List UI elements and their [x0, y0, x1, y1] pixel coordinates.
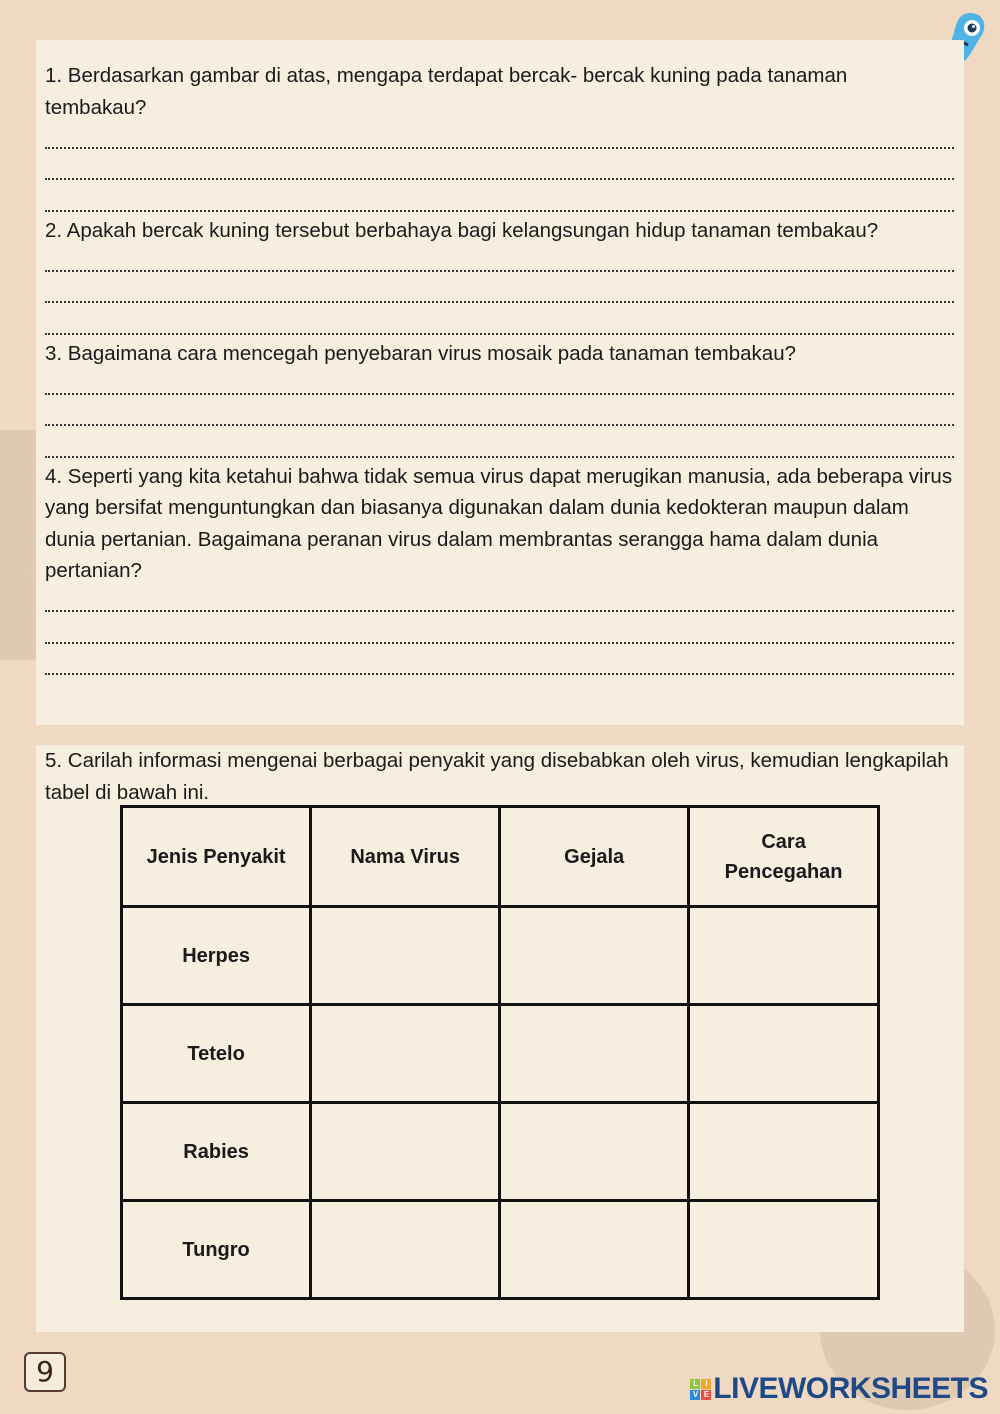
answer-line[interactable] [45, 612, 954, 644]
answer-line[interactable] [45, 240, 954, 272]
question-1: 1. Berdasarkan gambar di atas, mengapa terdapat bercak- bercak kuning pada tanaman tembakau? [45, 64, 848, 119]
question-5: 5. Carilah informasi mengenai berbagai penyakit yang disebabkan oleh virus, kemudian lengkapilah tabel di bawah ini. [45, 749, 949, 804]
header-cara-pencegahan: Cara Pencegahan [689, 807, 879, 907]
live-logo-icon [690, 1379, 711, 1400]
table-row [122, 1005, 879, 1103]
header-gejala: Gejala [500, 807, 689, 907]
answer-line[interactable] [45, 395, 954, 427]
answer-cell[interactable] [689, 1005, 879, 1103]
logo-letter: V [690, 1390, 700, 1400]
table-row [122, 1201, 879, 1299]
disease-name: Herpes [122, 907, 311, 1005]
brand-name: LIVEWORKSHEETS [713, 1372, 988, 1405]
header-nama-virus: Nama Virus [311, 807, 500, 907]
header-jenis-penyakit: Jenis Penyakit [122, 807, 311, 907]
answer-cell[interactable] [311, 1005, 500, 1103]
question-2: 2. Apakah bercak kuning tersebut berbahaya bagi kelangsungan hidup tanaman tembakau? [45, 218, 879, 242]
answer-cell[interactable] [500, 1201, 689, 1299]
question-4: 4. Seperti yang kita ketahui bahwa tidak semua virus dapat merugikan manusia, ada beberapa virus yang bersifat menguntungkan dan biasanya digunakan dalam dunia kedokteran maupun dalam dunia pertanian. Bagaimana peranan virus dalam membrantas serangga hama dalam dunia pertanian? [45, 464, 953, 582]
answer-cell[interactable] [500, 1005, 689, 1103]
disease-table [120, 805, 880, 1300]
questions-panel [36, 40, 964, 725]
answer-line[interactable] [45, 581, 954, 613]
answer-line[interactable] [45, 180, 954, 212]
table-panel [36, 745, 964, 1332]
answer-cell[interactable] [311, 1201, 500, 1299]
answer-line[interactable] [45, 644, 954, 676]
logo-letter: L [690, 1379, 700, 1389]
answer-cell[interactable] [500, 1103, 689, 1201]
answer-line[interactable] [45, 117, 954, 149]
disease-name: Rabies [122, 1103, 311, 1201]
answer-line[interactable] [45, 303, 954, 335]
answer-line[interactable] [45, 272, 954, 304]
answer-line[interactable] [45, 149, 954, 181]
answer-line[interactable] [45, 426, 954, 458]
answer-cell[interactable] [689, 907, 879, 1005]
answer-cell[interactable] [311, 907, 500, 1005]
page-number: 9 [24, 1352, 66, 1392]
logo-letter: I [701, 1379, 711, 1389]
table-row [122, 1103, 879, 1201]
disease-name: Tungro [122, 1201, 311, 1299]
liveworksheets-logo [690, 1372, 988, 1406]
disease-name: Tetelo [122, 1005, 311, 1103]
logo-letter: E [701, 1390, 711, 1400]
answer-cell[interactable] [689, 1201, 879, 1299]
answer-cell[interactable] [689, 1103, 879, 1201]
answer-cell[interactable] [500, 907, 689, 1005]
answer-line[interactable] [45, 363, 954, 395]
table-row [122, 907, 879, 1005]
question-3: 3. Bagaimana cara mencegah penyebaran virus mosaik pada tanaman tembakau? [45, 341, 796, 365]
answer-cell[interactable] [311, 1103, 500, 1201]
